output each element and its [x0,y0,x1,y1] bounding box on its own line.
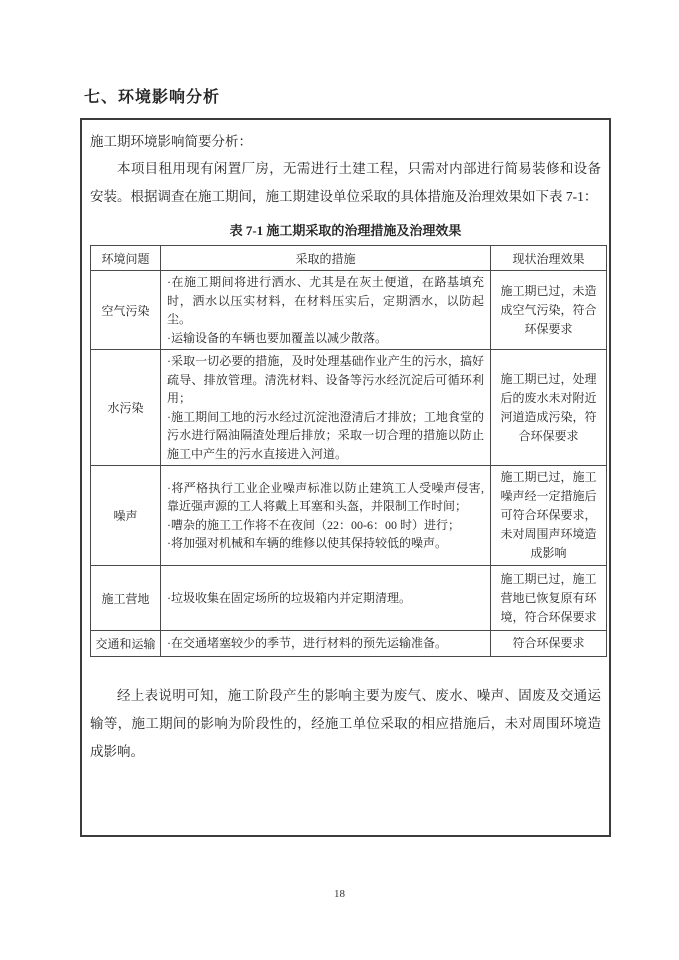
table-header-row [91,246,607,271]
issue-air-pollution: 空气污染 [91,271,161,350]
table-row [91,566,607,631]
intro-label: 施工期环境影响简要分析： [90,134,252,149]
measure-line: ·将加强对机械和车辆的维修以使其保持较低的噪声。 [167,536,447,550]
issue-traffic-transport: 交通和运输 [91,631,161,657]
content-border-box [80,118,611,837]
measures-construction-camp [161,566,491,631]
measure-line: ·在施工期间将进行洒水、尤其是在灰土便道，在路基填充时，洒水以压实材料，在材料压实后，定期洒水，以防起尘。 [167,275,484,326]
table-row [91,631,607,657]
effect-air-pollution: 施工期已过，未造成空气污染，符合环保要求 [491,271,607,350]
measures-air-pollution [161,271,491,350]
measures-water-pollution [161,350,491,466]
measure-line: ·采取一切必要的措施，及时处理基础作业产生的污水，搞好疏导、排放管理。清洗材料、设备等污水经沉淀后可循环利用； [167,354,484,405]
effect-traffic-transport: 符合环保要求 [491,631,607,657]
effect-noise: 施工期已过，施工噪声经一定措施后可符合环保要求，未对周围声环境造成影响 [491,466,607,566]
measure-line: ·嘈杂的施工工作将不在夜间（22：00-6：00 时）进行； [167,517,460,532]
measure-line: ·施工期间工地的污水经过沉淀池澄清后才排放；工地食堂的污水进行隔油隔渣处理后排放；采取一切合理的措施以防止施工中产生的污水直接进入河道。 [167,409,484,461]
measure-line: ·垃圾收集在固定场所的垃圾箱内并定期清理。 [167,590,411,605]
effect-water-pollution: 施工期已过，处理后的废水未对附近河道造成污染，符合环保要求 [491,350,607,466]
measure-line: ·运输设备的车辆也要加覆盖以减少散落。 [167,330,387,345]
table-row [91,350,607,466]
issue-noise: 噪声 [91,466,161,566]
closing-paragraph: 经上表说明可知，施工阶段产生的影响主要为废气、废水、噪声、固废及交通运输等，施工期间的影响为阶段性的，经施工单位采取的相应措施后，未对周围环境造成影响。 [90,688,601,759]
measures-noise [161,466,491,566]
issue-construction-camp: 施工营地 [91,566,161,631]
measure-line: ·在交通堵塞较少的季节，进行材料的预先运输准备。 [167,636,447,651]
measures-traffic-transport [161,631,491,657]
header-measures-taken: 采取的措施 [161,246,491,271]
effect-construction-camp: 施工期已过，施工营地已恢复原有环境，符合环保要求 [491,566,607,631]
table-row [91,466,607,566]
header-environment-issue: 环境问题 [91,246,161,271]
measure-line: ·将严格执行工业企业噪声标准以防止建筑工人受噪声侵害,靠近强声源的工人将戴上耳塞和头盔，并限制工作时间； [167,480,484,513]
intro-paragraph: 本项目租用现有闲置厂房，无需进行土建工程，只需对内部进行简易装修和设备安装。根据调查在施工期间，施工期建设单位采取的具体措施及治理效果如下表 7-1： [90,161,601,204]
table-title: 表 7-1 施工期采取的治理措施及治理效果 [229,223,462,238]
section-heading: 七、环境影响分析 [84,89,221,106]
header-current-effect: 现状治理效果 [491,246,607,271]
page-number: 18 [334,888,345,900]
issue-water-pollution: 水污染 [91,350,161,466]
treatment-measures-table [90,245,607,657]
table-row [91,271,607,350]
